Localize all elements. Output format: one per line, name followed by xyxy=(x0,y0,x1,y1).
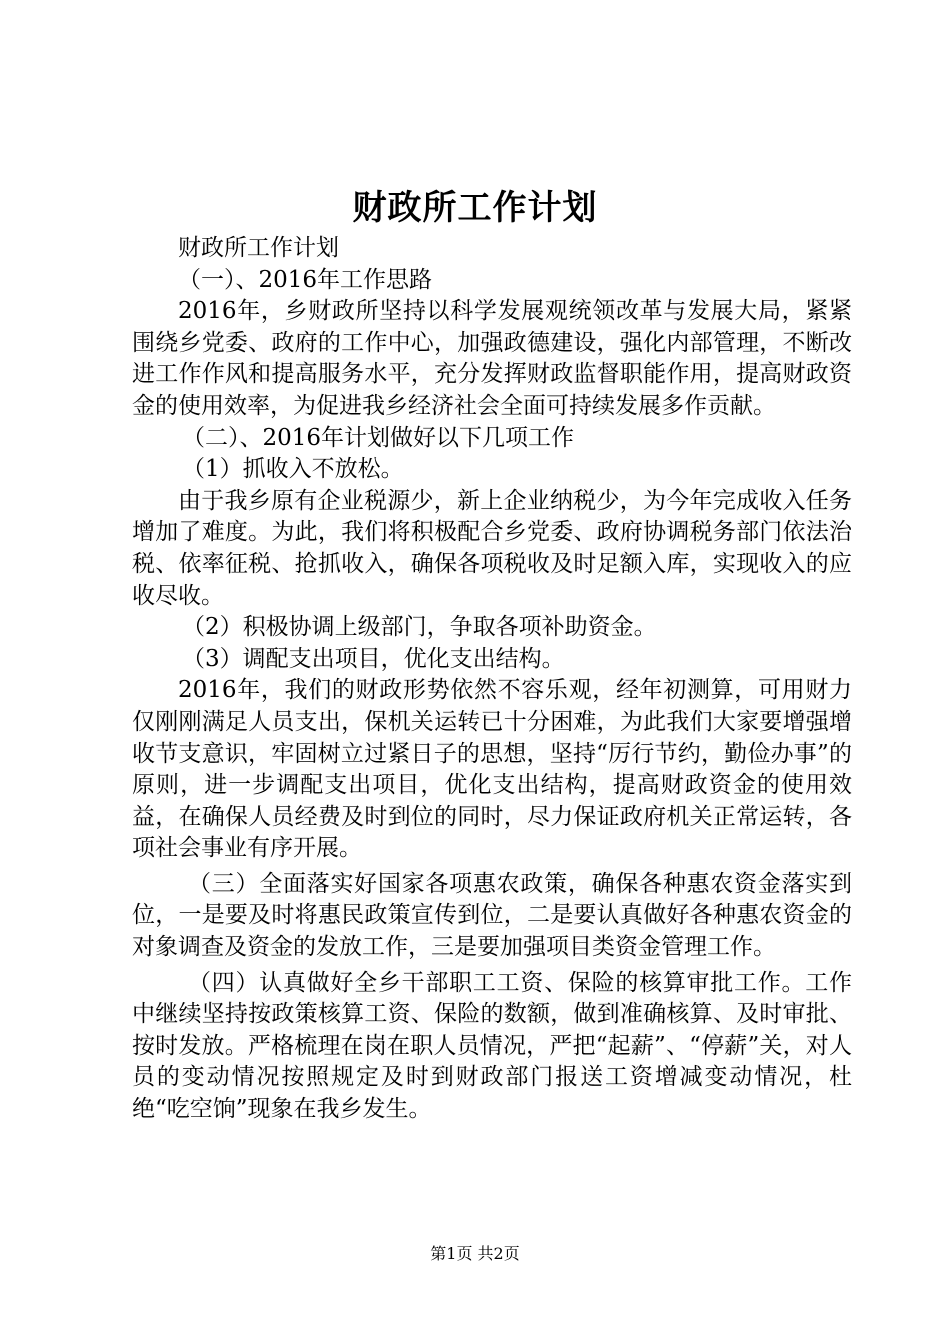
paragraph-subtitle: 财政所工作计划 xyxy=(178,235,339,261)
paragraph-heading-2: （二）、2016年计划做好以下几项工作 xyxy=(182,424,575,451)
paragraph-expenditure: 2016年，我们的财政形势依然不容乐观，经年初测算，可用财力仅刚刚满足人员支出，保机关运转已十分困难，为此我们大家要增强增收节支意识，牢固树立过紧日子的思想，坚持“厉行节约，勤俭办事”的原则，进一步调配支出项目，优化支出结构，提高财政资金的使用效益，在确保人员经费及时到位的同时，尽力保证政府机关正常运转，各项社会事业有序开展。 xyxy=(132,677,852,862)
paragraph-revenue: 由于我乡原有企业税源少，新上企业纳税少，为今年完成收入任务增加了难度。为此，我们将积极配合乡党委、政府协调税务部门依法治税、依率征税、抢抓收入，确保各项税收及时足额入库，实现收入的应收尽收。 xyxy=(132,487,852,609)
paragraph-work-ideas: 2016年，乡财政所坚持以科学发展观统领改革与发展大局，紧紧围绕乡党委、政府的工作中心，加强政德建设，强化内部管理，不断改进工作作风和提高服务水平，充分发挥财政监督职能作用，提高财政资金的使用效率，为促进我乡经济社会全面可持续发展多作贡献。 xyxy=(132,298,852,419)
page-footer: 第1页 共2页 xyxy=(430,1244,520,1263)
paragraph-item-1: （1）抓收入不放松。 xyxy=(182,456,404,483)
document-title: 财政所工作计划 xyxy=(352,188,598,228)
paragraph-item-3: （3）调配支出项目，优化支出结构。 xyxy=(182,645,565,672)
paragraph-item-2: （2）积极协调上级部门，争取各项补助资金。 xyxy=(182,614,657,641)
document-body xyxy=(132,233,852,1126)
paragraph-heading-3: （三）全面落实好国家各项惠农政策，确保各种惠农资金落实到位，一是要及时将惠民政策宣传到位，二是要认真做好各种惠农资金的对象调查及资金的发放工作，三是要加强项目类资金管理工作。 xyxy=(132,870,852,961)
paragraph-heading-4: （四）认真做好全乡干部职工工资、保险的核算审批工作。工作中继续坚持按政策核算工资、保险的数额，做到准确核算、及时审批、按时发放。严格梳理在岗在职人员情况，严把“起薪”、“停薪”关，对人员的变动情况按照规定及时到财政部门报送工资增减变动情况，杜绝“吃空饷”现象在我乡发生。 xyxy=(132,969,852,1123)
paragraph-heading-1: （一）、2016年工作思路 xyxy=(178,266,433,293)
